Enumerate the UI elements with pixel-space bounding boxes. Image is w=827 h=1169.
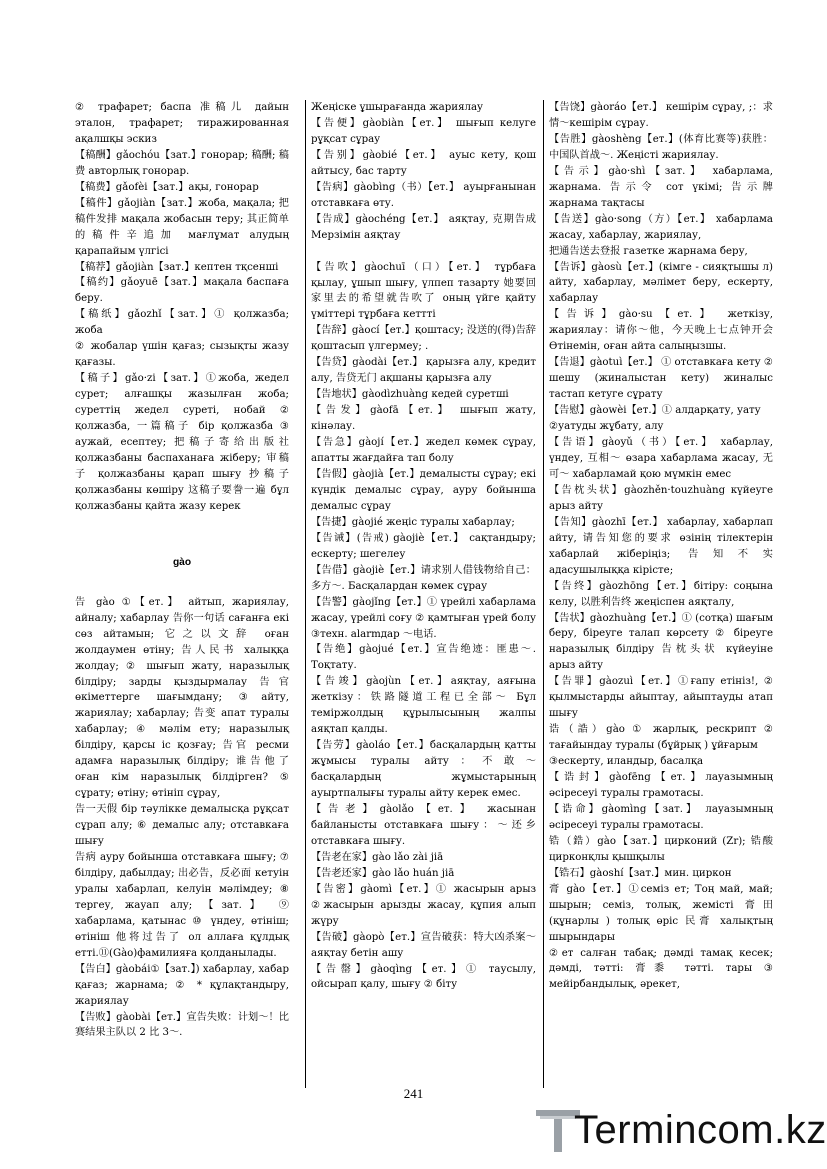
entry-text: 【告罄】gàoqìng【ет.】① таусылу, ойсырап қалу, шығу ② біту — [311, 963, 540, 991]
entry-text: 【告警】gàojǐng【ет.】① үрейлі хабарлама жасау, үрейлі соғу ② қамтыған үрей болу ③техн. alarmдар ～电话. — [311, 596, 540, 640]
entry-text: 【告辞】gàocí【ет.】қоштасу; 没送的(得)告辞 қоштасып үлгермеу; . — [311, 325, 540, 353]
column-divider — [305, 100, 306, 1088]
entry-text: 【告罪】gàozuì【ет.】①ғапу етініз!, ② қылмыстарды айыптау, айыптауды атап шығу — [549, 676, 777, 720]
section-heading: gào — [172, 556, 192, 568]
entry-text: 【告贷】gàodài【ет.】 қарызға алу, кредит алу, 告贷无门 ақшаны қарызға алу — [311, 357, 540, 385]
entry-text: ② трафарет; баспа 准稿儿 дайын эталон, трафарет; тиражированная ақалшқы эскиз — [75, 102, 293, 145]
entry-text: 【告知】gàozhī【ет.】 хабарлау, хабарлап айту, 请告知您的要求 өзінің тілектерін хабарлай жіберіңіз; 告知不实 адасушылыққа кірісте; — [549, 516, 777, 576]
entry-text: 【诰命】gàomìng【зат.】 лауазымның әсіресеуі туралы грамотасы. — [549, 803, 777, 831]
entry-text: 【稿子】gǎo·zi【зат.】①жоба, жедел сурет; алғашқы жазылған жоба; суреттің жедел суреті, нобай ② қолжазба, 一篇稿子 бір қолжазба ③ аужай, есептеу; 把稿子寄给出版社 қолжазбаны баспаханаға жіберу; 审稿子 қолжазбаны қарап шығу 抄稿子 қолжазбаны көшіру 这稿子要誊一遍 бұл қолжазбаны қайта жазу керек — [75, 373, 293, 512]
entry-text: 【稿酬】gǎochóu【зат.】гонорар; 稿酬; 稿费 авторлық гонорар. — [75, 149, 289, 177]
entry-text: 【告老】gàolǎo【ет.】 жасынан байланысты отставкаға шығу：～还乡 отставкаға шығу. — [311, 803, 540, 847]
logo-text: Termincom.kz — [574, 1108, 827, 1152]
entry-text: 【稿约】gǎoyuē【зат.】мақала баспаға беру. — [75, 277, 293, 305]
entry-text: 【稿件】gǎojiàn【зат.】жоба, мақала; 把稿件发排 мақала жобасын теру; 其正简单的稿件辛追加 мағлұмат алудың қарапайым үлгісі — [75, 197, 293, 257]
entry-text: 【告老还家】gào lǎo huán jiā — [311, 867, 455, 879]
entry-text: ③ескерту, иландыр, басалқа — [549, 756, 704, 768]
entry-text: Жеңіске ұшырағанда жариялау — [311, 102, 484, 113]
entry-text: 【告竣】gàojùn【ет.】аяқтау, аяғына жеткізу：铁路隧道工程已全部～ Бұл теміржолдың құрылысының жалпы аяқтап қалды. — [311, 676, 540, 736]
entry-text: 【告借】gàojiè【ет.】请求别人借钱物给自己：多方～. Басқалардан көмек сұрау — [311, 564, 536, 592]
entry-text: 【告密】gàomì【ет.】① жасырын арыз ②жасырын арызды жасау, құпия алып жүру — [311, 883, 540, 927]
entry-text: 【告破】gàopò【ет.】宣告破获：特大凶杀案～ аяқтау бетін ашу — [311, 931, 540, 959]
entry-text: 【告退】gàotuì【ет.】 ① отставкаға кету ② шешу (жиналыстан кету) жиналыс тастап кетуге сұрату — [549, 357, 777, 401]
entry-text: 【告状】gàozhuàng【ет.】① (сотқа) шағым беру, біреуге талап көрсету ② біреуге наразылық білдіру 告枕头状 күйеуіне арыз айту — [549, 612, 777, 672]
entry-text: 【告发】gàofā【ет.】 шығып жату, кінәлау. — [311, 405, 540, 433]
dictionary-column-2 — [311, 100, 540, 993]
entry-text: 【告语】gàoyǔ（书）【ет.】 хабарлау, үндеу, 互相～ өзара хабарлама жасау, 无可～ хабарламай қою мүмкін емес — [549, 437, 777, 480]
entry-text: 【告假】gàojià【ет.】демалысты сұрау; екі күндік демалыс сұрау, ауру бойынша демалыс сұрау — [311, 468, 540, 512]
entry-text: 【告慰】gàowèi【ет.】① алдарқату, уату — [549, 405, 761, 417]
entry-text: 告一天假 бір тәулікке демалысқа рұқсат сұрап алу; ⑥ демалыс алу; отставкаға шығу — [75, 804, 293, 848]
entry-text: 【告绝】gàojué【ет.】宣告绝迹：匪患～. Тоқтату. — [311, 644, 540, 672]
entry-text: 【诰封】gàofēng【ет.】лауазымның әсіресеуі туралы грамотасы. — [549, 772, 777, 799]
entry-text: 【告地状】gàodìzhuàng кедей суретші — [311, 389, 509, 401]
entry-text: 【告捷】gàojié жеңіс туралы хабарлау; — [311, 516, 515, 528]
entry-text: 【告成】gàochéng【ет.】 аяқтау, 克期告成 Мерзімін аяқтау — [311, 213, 540, 241]
entry-text: 【告病】gàobìng（书）【ет.】 ауырғанынан отставкаға өту. — [311, 181, 540, 209]
entry-text: ② жобалар үшін қағаз; сызықты жазу қағазы. — [75, 341, 293, 369]
entry-text: 【告诉】gào·su【ет.】 жеткізу, жариялау：请你～他，今天晚上七点钟开会 Өтінемін, оған айта салыңызшы. — [549, 309, 777, 353]
entry-text: ②ет салған табақ; дәмді тамақ кесек; дәмді, тәтті: 膏黍 тәтті. тары ③ мейірбандылық, әрекет, — [549, 947, 777, 991]
dictionary-column-1 — [75, 100, 293, 1041]
entry-text: 【告吹】gàochuī（口）【ет.】 тұрбаға қылау, ұшып шығу, үлпеп тазарту 她要回家里去的希望就告吹了 оның үйге қайту үміттері тұрбаға кеттті — [311, 261, 540, 321]
entry-text: 膏 gào【ет.】①семіз ет; Тоң май, май; шырын; семіз, толық, жемісті 膏田 (құнарлы ) толық өріс 民膏 халықтың шырындары — [549, 883, 777, 943]
page-number: 241 — [403, 1086, 424, 1101]
entry-text: ②уатуды жұбату, алу — [549, 421, 664, 433]
entry-text: 【告示】gào·shì【зат.】 хабарлама, жарнама. 告示令 сот үкімі; 告示牌 жарнама тақтасы — [549, 165, 777, 209]
entry-text: 【告枕头状】gàozhěn·touzhuàng күйеуге арыз айту — [549, 484, 777, 512]
entry-text: 【告诫】(告戒) gàojiè【ет.】 сақтандыру; ескерту; шегелеу — [311, 532, 540, 560]
entry-text: 【告送】gào·song（方）【ет.】 хабарлама жасау, хабарлау, жариялау, — [549, 213, 777, 241]
entry-text: 【告胜】gàoshèng【ет.】(体育比赛等)获胜：中国队首战～. Жеңісті жариялау. — [549, 133, 773, 161]
entry-text: 【稿费】gǎofèi【зат.】ақы, гонорар — [75, 181, 259, 193]
site-logo[interactable] — [528, 1106, 827, 1156]
entry-text: 【告老在家】gào lǎo zài jiā — [311, 851, 444, 863]
entry-text: 【告急】gàojí【ет.】жедел көмек сұрау, апатты жағдайға тап болу — [311, 437, 540, 465]
entry-text: 【告白】gàobái①【зат.】) хабарлау, хабар қағаз; жарнама; ② * құлақтандыру, жариялау — [75, 963, 293, 1007]
entry-text: 【告饶】gàoráo【ет.】 кешірім сұрау, ;：求情～кешірім сұрау. — [549, 102, 773, 129]
entry-text: 把通告送去登报 газетке жарнама беру, — [549, 245, 748, 257]
entry-text: 锆（鋯）gào【зат.】цирконий (Zr); 锆酸 цирконқлы қышқылы — [549, 835, 777, 863]
entry-text: 【告便】gàobiàn【ет.】 шығып келуге рұқсат сұрау — [311, 117, 540, 145]
entry-text: 【锆石】gàoshí【зат.】мин. циркон — [549, 867, 732, 879]
entry-text: 【告劳】gàoláo【ет.】басқалардың қатты жұмысы туралы айту：不敢～ басқалардың жұмыстарының ауыртпалығы туралы айту керек емес. — [311, 740, 540, 800]
entry-text: 告病 ауру бойынша отставкаға шығу; ⑦ білдіру, дабылдау; 出必告，反必面 кетуін уралы хабарлап, келуін мәлімдеу; ⑧ тергеу, жауап алу; 【зат.】 ⑨ хабарлама, қатынас ⑩ үндеу, өтініш; өтініш 他将过告了 ол аллаға құлдық етті.⑪(Gào)фамилияға қолданылады. — [75, 851, 293, 959]
entry-text: 【告终】gàozhōng【ет.】бітіру: соңына келу, 以胜利告终 жеңіспен аяқталу, — [549, 580, 777, 608]
entry-text: 【稿纸】gǎozhǐ【зат.】① қолжазба; жоба — [75, 309, 293, 337]
column-divider — [543, 100, 544, 1088]
entry-text: 【告败】gàobài【ет.】宣告失败：计划～！比赛结果主队以 2 比 3～. — [75, 1011, 289, 1039]
entry-text: 【告诉】gàosù【ет.】(кімге - сияқтышы л) айту, хабарлау, мәлімет беру, ескерту, хабарлау — [549, 261, 777, 305]
entry-text: 【稿荐】gǎojiàn【зат.】кептен тқсенші — [75, 261, 279, 273]
entry-text: 诰（誥）gào ① жарлық, рескрипт ② тағайындау туралы (бұйрық ) ұйғарым — [549, 724, 777, 752]
entry-text: 【告别】gàobié【ет.】 ауыс кету, қош айтысу, бас тарту — [311, 149, 540, 177]
dictionary-column-3 — [549, 100, 777, 993]
entry-text: 告 gào ①【ет.】 айтып, жариялау, айналу; хабарлау 告你一句话 сағанға екі сөз айтамын; 它之以文辞 оған жолдаумен өтіну; 告人民书 халыққа жолдау; ② шығып жату, наразылық білдіру; зарды қыздырмалау 告官 өкіметтерге шағымдану; ③айту, жариялау; хабарлау; 告变 апат туралы хабарлау; ④ мәлім ету; наразылық білдіру, қарсы іс қозғау; 告官 ресми адамға наразылық білдіру; 谁告他了 оған кім наразылық білдірген? ⑤ сұрату; өтіну; өтініп сұрау, — [75, 596, 293, 800]
